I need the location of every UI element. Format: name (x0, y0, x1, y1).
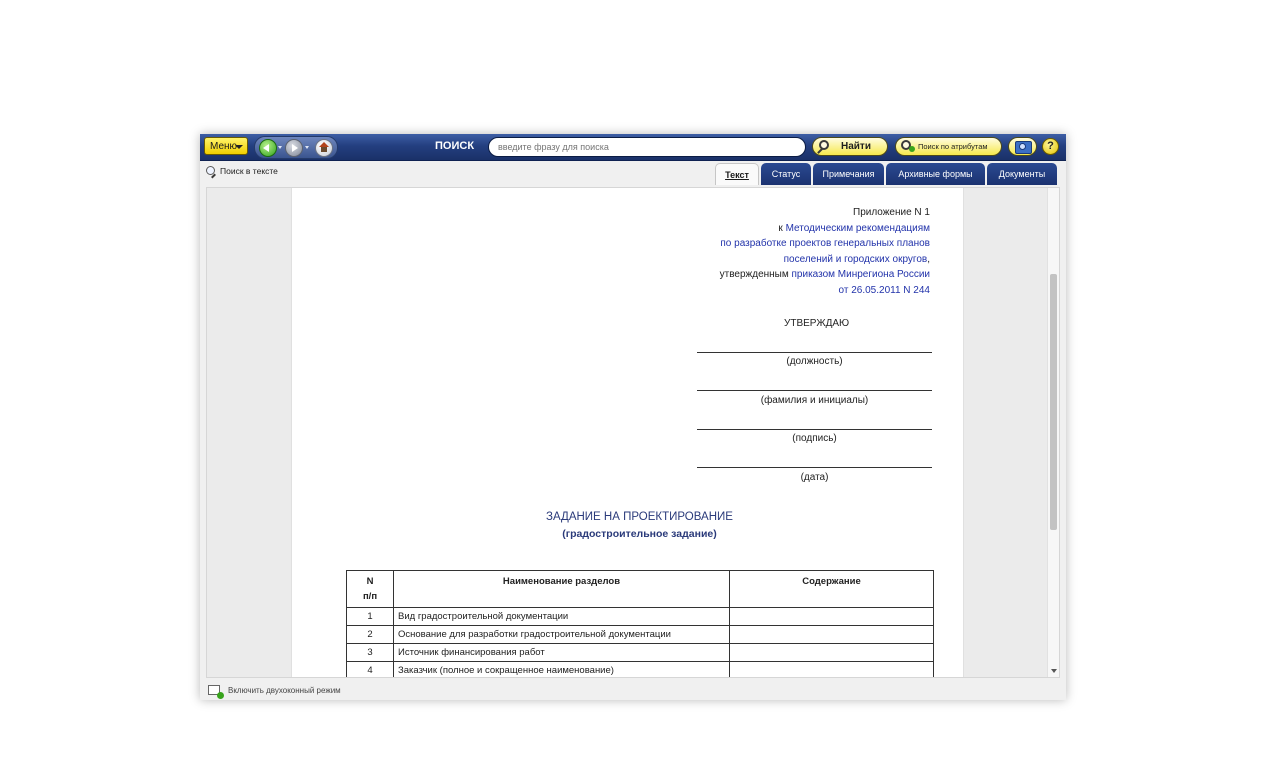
appendix-line (720, 236, 930, 252)
tab-text[interactable]: Текст (715, 163, 759, 185)
plus-icon (909, 146, 915, 152)
row-section-name: Источник финансирования работ (394, 644, 730, 662)
document-title: ЗАДАНИЕ НА ПРОЕКТИРОВАНИЕ (546, 511, 733, 523)
methodical-recommendations-link-end[interactable]: поселений и городских округов (783, 253, 928, 265)
approve-heading: УТВЕРЖДАЮ (784, 318, 850, 329)
appendix-line (720, 267, 930, 283)
column-header-content: Содержание (730, 571, 934, 608)
back-button[interactable] (259, 139, 277, 157)
row-content (730, 644, 934, 662)
app-window (200, 134, 1066, 700)
position-label: (должность) (786, 356, 843, 367)
appendix-line (720, 252, 930, 268)
date-label: (дата) (800, 472, 829, 483)
row-section-name: Основание для разработки градостроительной документации (394, 626, 730, 644)
document-subtitle: (градостроительное задание) (562, 528, 717, 540)
status-bar (200, 682, 1066, 700)
order-date-link[interactable]: от 26.05.2011 N 244 (838, 284, 930, 296)
home-button[interactable] (315, 139, 333, 157)
row-content (730, 626, 934, 644)
signature-line (697, 352, 932, 353)
appendix-approved-text: утвержденным (719, 269, 792, 280)
home-icon-body (321, 147, 327, 152)
dual-window-icon-badge (217, 692, 224, 699)
search-label: ПОИСК (435, 140, 475, 152)
row-content (730, 608, 934, 626)
signature-label: (подпись) (792, 433, 837, 444)
scrollbar-thumb[interactable] (1050, 274, 1057, 530)
signature-line (697, 429, 932, 430)
menu-button[interactable] (204, 137, 248, 155)
row-section-name: Вид градостроительной документации (394, 608, 730, 626)
navigation-group (254, 136, 338, 159)
table-row (347, 644, 934, 662)
appendix-block (720, 205, 930, 298)
vertical-scrollbar[interactable] (1047, 188, 1059, 678)
search-icon-handle (817, 148, 823, 154)
row-content (730, 662, 934, 679)
row-number: 4 (347, 662, 394, 679)
appendix-line (720, 221, 930, 237)
text-search-link[interactable] (206, 166, 278, 176)
tab-documents[interactable]: Документы (987, 163, 1057, 185)
tab-archive-forms[interactable]: Архивные формы (886, 163, 985, 185)
main-toolbar (200, 134, 1066, 161)
order-link[interactable]: приказом Минрегиона России (791, 269, 930, 280)
table-row (347, 626, 934, 644)
row-number: 1 (347, 608, 394, 626)
dual-mode-toggle[interactable]: Включить двухоконный режим (228, 686, 341, 695)
dual-window-icon[interactable] (208, 685, 220, 695)
forward-history-dropdown-icon[interactable] (305, 146, 309, 149)
methodical-recommendations-link[interactable]: Методическим рекомендациям (785, 222, 930, 234)
appendix-comma: , (927, 253, 930, 265)
signature-line (697, 467, 932, 468)
column-header-number (347, 571, 394, 608)
attribute-search-label: Поиск по атрибутам (918, 142, 988, 151)
arrow-left-icon (263, 144, 269, 152)
row-number: 3 (347, 644, 394, 662)
table-row (347, 662, 934, 679)
forward-button[interactable] (285, 139, 303, 157)
tab-notes[interactable]: Примечания (813, 163, 884, 185)
chevron-down-icon (235, 145, 243, 149)
appendix-line: Приложение N 1 (853, 207, 930, 218)
name-label: (фамилия и инициалы) (760, 395, 869, 406)
appendix-prefix: к (778, 222, 786, 234)
text-search-label: Поиск в тексте (220, 166, 278, 176)
scroll-down-arrow-icon[interactable] (1051, 669, 1057, 673)
find-button[interactable] (812, 137, 888, 156)
tab-status[interactable]: Статус (761, 163, 811, 185)
menu-button-label: Меню (210, 141, 238, 152)
signature-line (697, 390, 932, 391)
table-header-row (347, 571, 934, 608)
arrow-right-icon (292, 144, 298, 152)
search-input[interactable] (488, 137, 806, 157)
camera-lens (1019, 143, 1026, 150)
methodical-recommendations-link-cont[interactable]: по разработке проектов генеральных планов (720, 238, 930, 249)
table-row (347, 608, 934, 626)
sections-table (346, 570, 934, 678)
row-number: 2 (347, 626, 394, 644)
help-button[interactable] (1042, 138, 1059, 155)
column-header-section-name: Наименование разделов (394, 571, 730, 608)
help-icon: ? (1047, 140, 1054, 152)
snapshot-button[interactable] (1008, 137, 1037, 156)
column-header-pp: п/п (362, 591, 378, 602)
find-button-label: Найти (841, 141, 871, 152)
document-subbar (200, 161, 1066, 185)
back-history-dropdown-icon[interactable] (278, 146, 282, 149)
document-viewer[interactable] (206, 187, 1060, 678)
document-page (291, 188, 964, 678)
row-section-name: Заказчик (полное и сокращенное наименование) (394, 662, 730, 679)
appendix-line (720, 283, 930, 299)
attribute-search-button[interactable] (895, 137, 1002, 156)
column-header-n: N (366, 576, 374, 587)
